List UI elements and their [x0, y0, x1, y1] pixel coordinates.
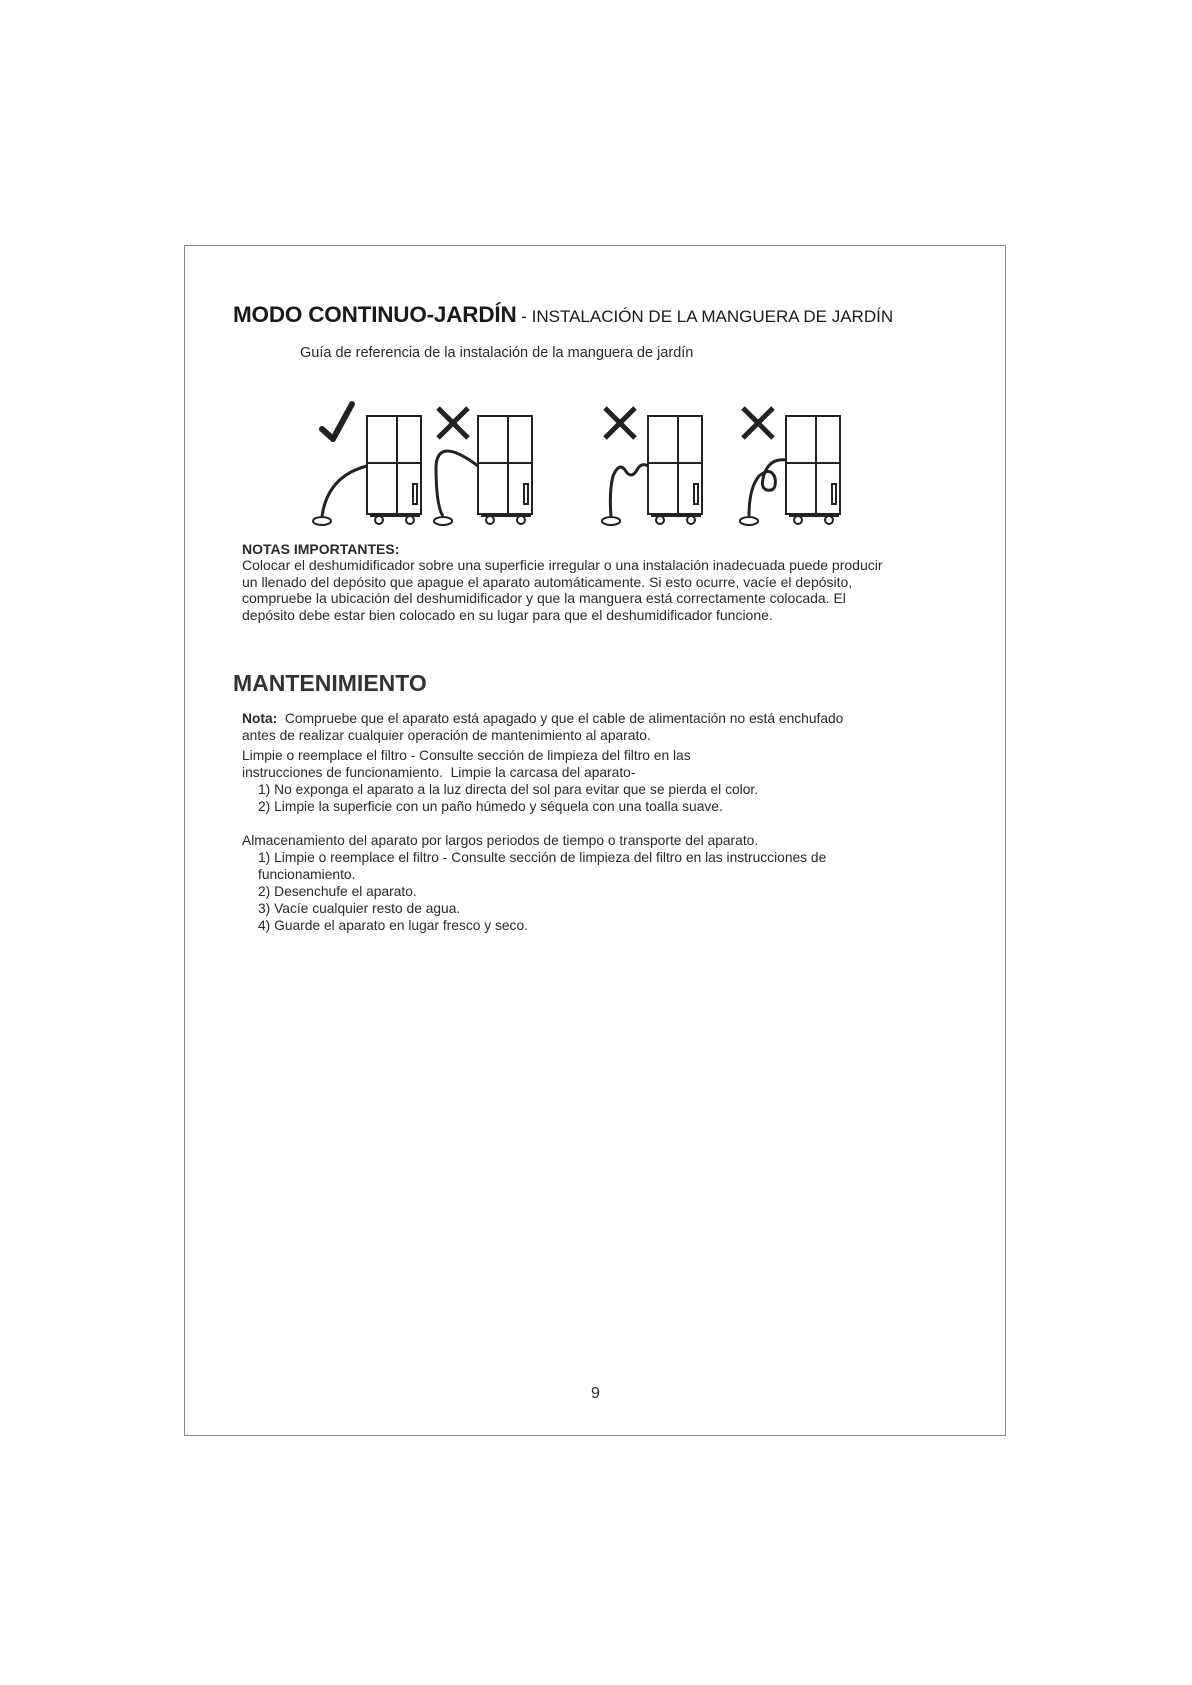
notes-line: Colocar el deshumidificador sobre una superficie irregular o una instalación inadecuada puede producir — [242, 557, 883, 573]
figure-wrong-3 — [740, 408, 840, 525]
storage-item: 3) Vacíe cualquier resto de agua. — [258, 901, 461, 916]
maintenance-title: MANTENIMIENTO — [233, 670, 427, 696]
notes-text — [242, 557, 942, 623]
cross-icon — [743, 408, 773, 438]
nota-label: Nota: — [242, 711, 278, 726]
storage-item: funcionamiento. — [258, 867, 356, 882]
hose-base — [434, 517, 452, 525]
cross-icon — [605, 408, 635, 438]
filter-item: 1) No exponga el aparato a la luz directa del sol para evitar que se pierda el color. — [258, 782, 759, 797]
figure-wrong-2 — [602, 408, 702, 525]
check-icon — [322, 404, 352, 439]
figure-correct — [313, 404, 421, 525]
dehumidifier-unit — [367, 416, 421, 524]
page-number: 9 — [591, 1385, 600, 1402]
dehumidifier-unit — [786, 416, 840, 524]
nota-text: Compruebe que el aparato está apagado y que el cable de alimentación no está enchufado — [277, 711, 844, 726]
hose-base — [602, 517, 620, 525]
hose-base — [740, 517, 758, 525]
title-rest: - INSTALACIÓN DE LA MANGUERA DE JARDÍN — [516, 307, 894, 326]
notes-line: compruebe la ubicación del deshumidificador y que la manguera está correctamente colocada. El — [242, 590, 846, 607]
storage-item: 1) Limpie o reemplace el filtro - Consulte sección de limpieza del filtro en las instrucciones de — [258, 850, 827, 865]
storage-item: 4) Guarde el aparato en lugar fresco y seco. — [258, 918, 528, 933]
cross-icon — [438, 408, 468, 438]
dehumidifier-unit — [648, 416, 702, 524]
hose-looped — [749, 460, 786, 516]
hose-base — [313, 517, 331, 525]
section-title-garden — [233, 302, 893, 328]
title-bold: MODO CONTINUO-JARDÍN — [233, 302, 517, 327]
storage-item: 2) Desenchufe el aparato. — [258, 884, 417, 899]
figure-wrong-1 — [434, 408, 532, 525]
hose-wavy — [610, 465, 648, 516]
nota-line-1 — [242, 710, 843, 727]
dehumidifier-unit — [478, 416, 532, 524]
filter-line-2: instrucciones de funcionamiento. Limpie la carcasa del aparato- — [242, 765, 636, 780]
filter-item: 2) Limpie la superficie con un paño húmedo y séquela con una toalla suave. — [258, 799, 723, 814]
nota-line-2: antes de realizar cualquier operación de mantenimiento al aparato. — [242, 728, 651, 743]
guide-caption: Guía de referencia de la instalación de la manguera de jardín — [300, 345, 694, 361]
hose-installation-figures — [300, 396, 860, 532]
hose-correct — [322, 466, 367, 516]
notes-heading: NOTAS IMPORTANTES: — [242, 541, 400, 557]
filter-line-1: Limpie o reemplace el filtro - Consulte sección de limpieza del filtro en las — [242, 748, 691, 763]
hose-raised — [436, 451, 478, 516]
storage-line: Almacenamiento del aparato por largos periodos de tiempo o transporte del aparato. — [242, 833, 759, 848]
notes-line: un llenado del depósito que apague el aparato automáticamente. Si esto ocurre, vacíe el depósito, — [242, 573, 853, 590]
notes-line: depósito debe estar bien colocado en su lugar para que el deshumidificador funcione. — [242, 606, 773, 623]
